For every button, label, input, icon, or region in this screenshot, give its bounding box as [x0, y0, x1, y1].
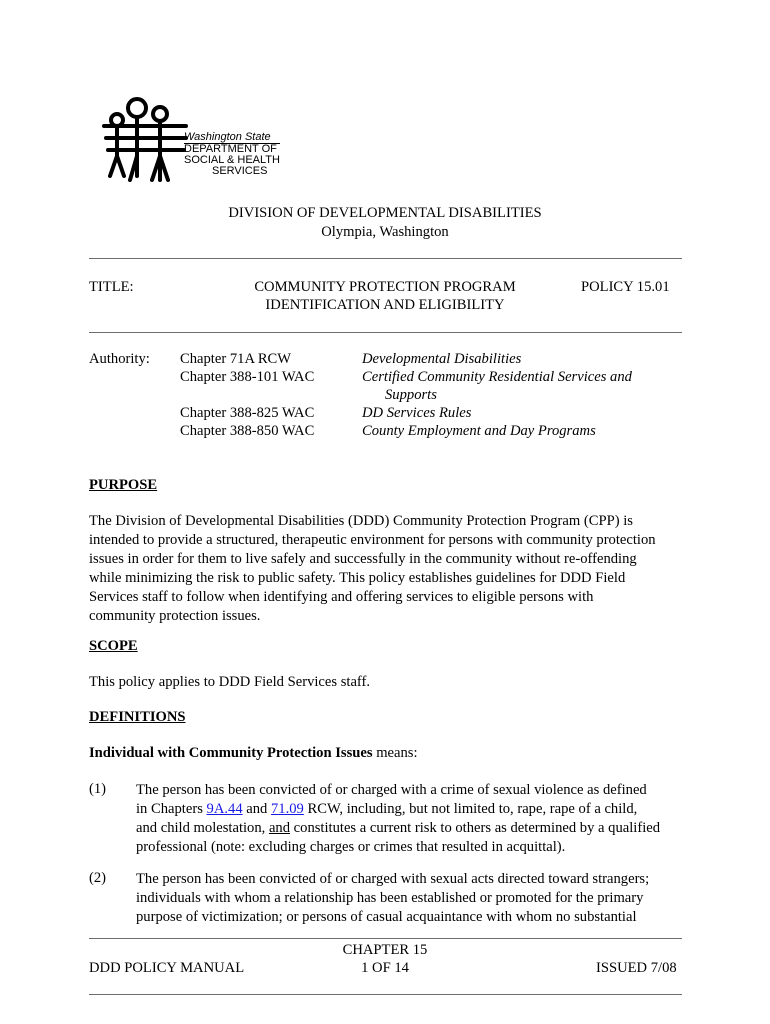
definition-item-line: The person has been convicted of or charged with a crime of sexual violence as defined: [136, 782, 647, 798]
purpose-paragraph: [89, 512, 689, 626]
logo-line-1: Washington State: [184, 131, 271, 143]
policy-number: POLICY 15.01: [581, 279, 670, 295]
definitions-heading: DEFINITIONS: [89, 709, 186, 725]
footer-divider-bottom: [89, 994, 682, 995]
purpose-line: Services staff to follow when identifying and offering services to eligible persons with: [89, 589, 594, 605]
authority-chapter: Chapter 388-101 WAC: [180, 369, 315, 385]
authority-desc: Developmental Disabilities: [362, 351, 522, 367]
footer-manual: DDD POLICY MANUAL: [89, 960, 245, 976]
authority-label: Authority:: [89, 351, 150, 367]
definition-item-1: [136, 781, 696, 857]
authority-chapter: Chapter 388-850 WAC: [180, 423, 315, 439]
emphasis-and: and: [268, 820, 291, 836]
definition-item-2: [136, 870, 696, 927]
scope-heading: SCOPE: [89, 638, 138, 654]
definition-term: Individual with Community Protection Issues: [89, 745, 373, 761]
dshs-logo: [100, 96, 280, 186]
footer-issued: ISSUED 7/08: [596, 960, 677, 976]
authority-chapter: Chapter 71A RCW: [180, 351, 292, 367]
purpose-line: community protection issues.: [89, 608, 261, 624]
text-fragment: and: [242, 801, 271, 817]
logo-line-3: SOCIAL & HEALTH: [184, 154, 280, 166]
logo-wordmark: [184, 132, 280, 177]
authority-desc: DD Services Rules: [362, 405, 472, 421]
purpose-line: The Division of Developmental Disabilities (DDD) Community Protection Program (CPP) is: [89, 513, 633, 529]
rcw-9a44-link[interactable]: 9A.44: [206, 801, 243, 817]
definition-item-line: individuals with whom a relationship has been established or promoted for the primary: [136, 890, 644, 906]
policy-title-line-1: COMMUNITY PROTECTION PROGRAM: [254, 279, 516, 295]
text-fragment: and child molestation,: [136, 820, 269, 836]
definition-item-line: [136, 819, 696, 838]
division-location: Olympia, Washington: [321, 224, 449, 240]
scope-text: This policy applies to DDD Field Services staff.: [89, 674, 371, 690]
definition-item-line: professional (note: excluding charges or crimes that resulted in acquittal).: [136, 839, 566, 855]
definition-item-line: The person has been convicted of or charged with sexual acts directed toward strangers;: [136, 871, 650, 887]
purpose-heading: PURPOSE: [89, 477, 158, 493]
divider-middle: [89, 332, 682, 333]
logo-line-4: SERVICES: [212, 165, 268, 177]
definition-term-line: [89, 745, 418, 762]
definition-item-line: [136, 800, 696, 819]
definition-item-line: purpose of victimization; or persons of casual acquaintance with whom no substantial: [136, 909, 637, 925]
definition-item-number: (1): [89, 781, 107, 797]
authority-desc: County Employment and Day Programs: [362, 423, 596, 439]
policy-title-line-2: IDENTIFICATION AND ELIGIBILITY: [265, 297, 505, 313]
purpose-line: issues in order for them to live safely and successfully in the community without re-offending: [89, 551, 637, 567]
rcw-7109-link[interactable]: 71.09: [271, 801, 304, 817]
footer-page-number: 1 OF 14: [361, 960, 409, 976]
footer-divider-top: [89, 938, 682, 939]
logo-line-2: DEPARTMENT OF: [184, 143, 280, 155]
text-fragment: in Chapters: [136, 801, 207, 817]
footer-chapter: CHAPTER 15: [342, 942, 428, 958]
family-figures-icon: [100, 96, 190, 186]
divider-top: [89, 258, 682, 259]
authority-desc-continued: Supports: [385, 387, 437, 403]
title-label: TITLE:: [89, 279, 134, 295]
purpose-line: while minimizing the risk to public safety. This policy establishes guidelines for DDD Field: [89, 570, 626, 586]
division-heading: DIVISION OF DEVELOPMENTAL DISABILITIES: [228, 205, 542, 221]
authority-desc: Certified Community Residential Services and: [362, 369, 632, 385]
purpose-line: intended to provide a structured, therapeutic environment for persons with community protection: [89, 532, 656, 548]
authority-chapter: Chapter 388-825 WAC: [180, 405, 315, 421]
text-fragment: RCW, including, but not limited to, rape, rape of a child,: [303, 801, 638, 817]
definition-item-number: (2): [89, 870, 107, 886]
definition-means: means:: [372, 745, 418, 761]
text-fragment: constitutes a current risk to others as determined by a qualified: [290, 820, 661, 836]
